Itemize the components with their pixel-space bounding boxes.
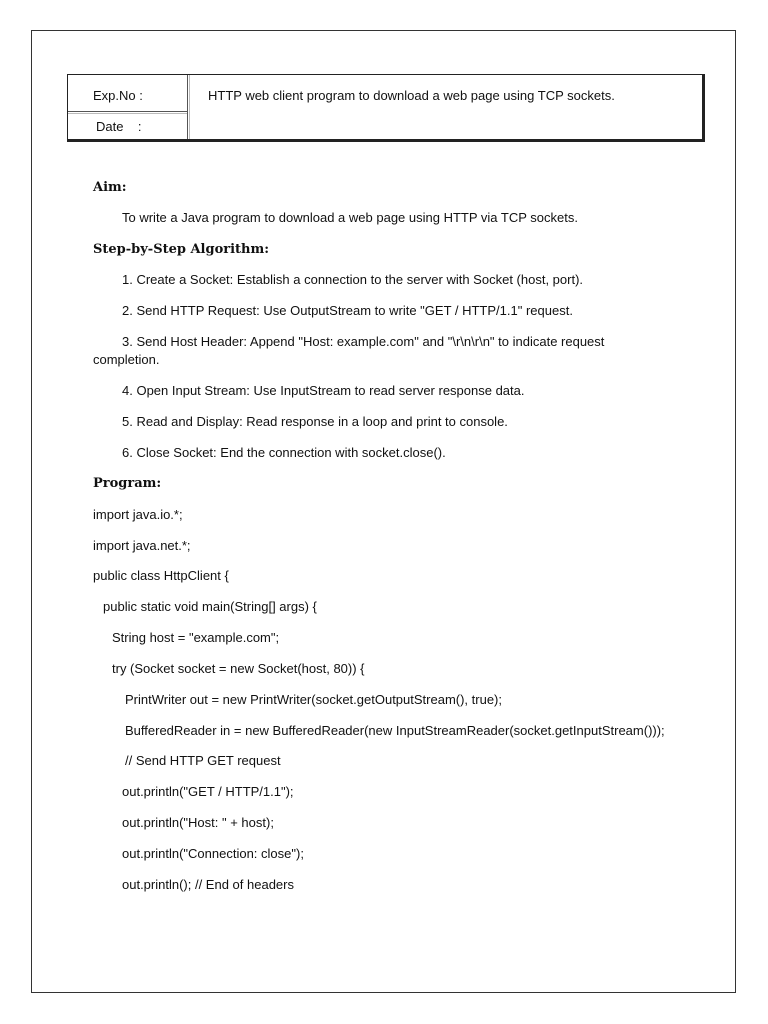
experiment-title: HTTP web client program to download a web page using TCP sockets. bbox=[208, 88, 615, 103]
program-heading: Program: bbox=[93, 476, 162, 491]
date-label: Date : bbox=[96, 119, 142, 134]
code-line: out.println("Host: " + host); bbox=[122, 815, 274, 830]
algorithm-step: 4. Open Input Stream: Use InputStream to read server response data. bbox=[122, 383, 525, 398]
algorithm-step-continuation: completion. bbox=[93, 352, 160, 367]
code-line: BufferedReader in = new BufferedReader(new InputStreamReader(socket.getInputStream())); bbox=[125, 723, 665, 738]
exp-no-label: Exp.No : bbox=[93, 88, 143, 103]
algorithm-step: 6. Close Socket: End the connection with socket.close(). bbox=[122, 445, 446, 460]
header-divider bbox=[187, 75, 188, 139]
aim-heading: Aim: bbox=[93, 180, 127, 195]
code-line: out.println(); // End of headers bbox=[122, 877, 294, 892]
algorithm-heading: Step-by-Step Algorithm: bbox=[93, 242, 270, 257]
code-line: import java.net.*; bbox=[93, 538, 191, 553]
aim-text: To write a Java program to download a web page using HTTP via TCP sockets. bbox=[122, 210, 578, 225]
code-line: PrintWriter out = new PrintWriter(socket.getOutputStream(), true); bbox=[125, 692, 502, 707]
header-row-divider-shadow bbox=[68, 113, 187, 114]
algorithm-step: 5. Read and Display: Read response in a loop and print to console. bbox=[122, 414, 508, 429]
algorithm-step: 2. Send HTTP Request: Use OutputStream to write "GET / HTTP/1.1" request. bbox=[122, 303, 573, 318]
code-line: public static void main(String[] args) { bbox=[103, 599, 317, 614]
code-line: // Send HTTP GET request bbox=[125, 753, 281, 768]
header-divider-shadow bbox=[189, 75, 190, 139]
code-line: out.println("GET / HTTP/1.1"); bbox=[122, 784, 294, 799]
experiment-header-table bbox=[67, 74, 705, 142]
code-line: public class HttpClient { bbox=[93, 568, 229, 583]
algorithm-step: 3. Send Host Header: Append "Host: example.com" and "\r\n\r\n" to indicate request bbox=[122, 334, 605, 349]
algorithm-step: 1. Create a Socket: Establish a connection to the server with Socket (host, port). bbox=[122, 272, 584, 287]
code-line: String host = "example.com"; bbox=[112, 630, 280, 645]
code-line: out.println("Connection: close"); bbox=[122, 846, 304, 861]
header-row-divider bbox=[68, 111, 187, 112]
code-line: import java.io.*; bbox=[93, 507, 183, 522]
code-line: try (Socket socket = new Socket(host, 80)) { bbox=[112, 661, 365, 676]
